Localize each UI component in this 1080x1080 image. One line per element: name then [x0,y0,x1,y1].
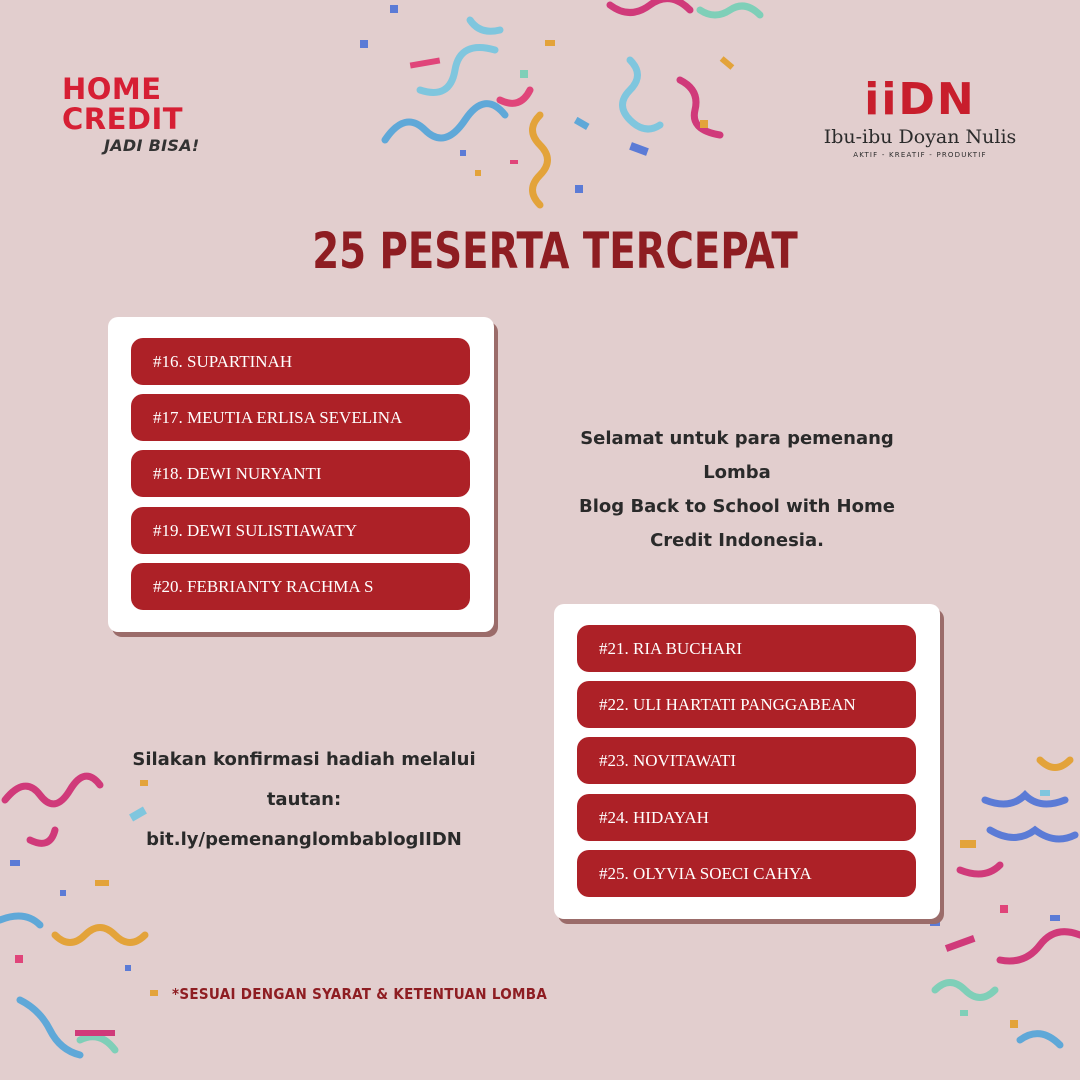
message-line: Blog Back to School with Home [579,496,895,517]
winner-item: #18. DEWI NURYANTI [131,450,470,497]
winner-item: #23. NOVITAWATI [577,737,916,784]
confirmation-link[interactable]: bit.ly/pemenanglombablogIIDN [146,829,462,850]
congratulation-message [548,422,926,558]
home-credit-logo-line1: HOME [62,72,162,106]
winner-item: #25. OLYVIA SOECI CAHYA [577,850,916,897]
winners-card-left [108,317,494,632]
iidn-logo-tagline: AKTIF - KREATIF - PRODUKTIF [853,151,987,159]
iidn-logo-name: Ibu-ibu Doyan Nulis [823,126,1017,148]
page-title: 25 PESERTA TERCEPAT [312,222,798,280]
winner-item: #21. RIA BUCHARI [577,625,916,672]
winner-item: #22. ULI HARTATI PANGGABEAN [577,681,916,728]
winner-item: #20. FEBRIANTY RACHMA S [131,563,470,610]
message-line: Credit Indonesia. [650,530,824,551]
home-credit-logo [62,74,212,155]
winner-item: #19. DEWI SULISTIAWATY [131,507,470,554]
iidn-logo [820,76,1020,159]
iidn-logo-mark: iiDN [864,74,976,125]
confirmation-section [100,740,508,860]
confirmation-label: Silakan konfirmasi hadiah melalui tautan: [132,749,476,810]
winner-item: #24. HIDAYAH [577,794,916,841]
home-credit-logo-tagline: JADI BISA! [104,136,200,155]
winner-item: #17. MEUTIA ERLISA SEVELINA [131,394,470,441]
message-line: Selamat untuk para pemenang Lomba [580,428,894,483]
terms-note: *SESUAI DENGAN SYARAT & KETENTUAN LOMBA [172,985,548,1003]
home-credit-logo-line2: CREDIT [62,102,184,136]
winners-card-right [554,604,940,919]
winner-item: #16. SUPARTINAH [131,338,470,385]
